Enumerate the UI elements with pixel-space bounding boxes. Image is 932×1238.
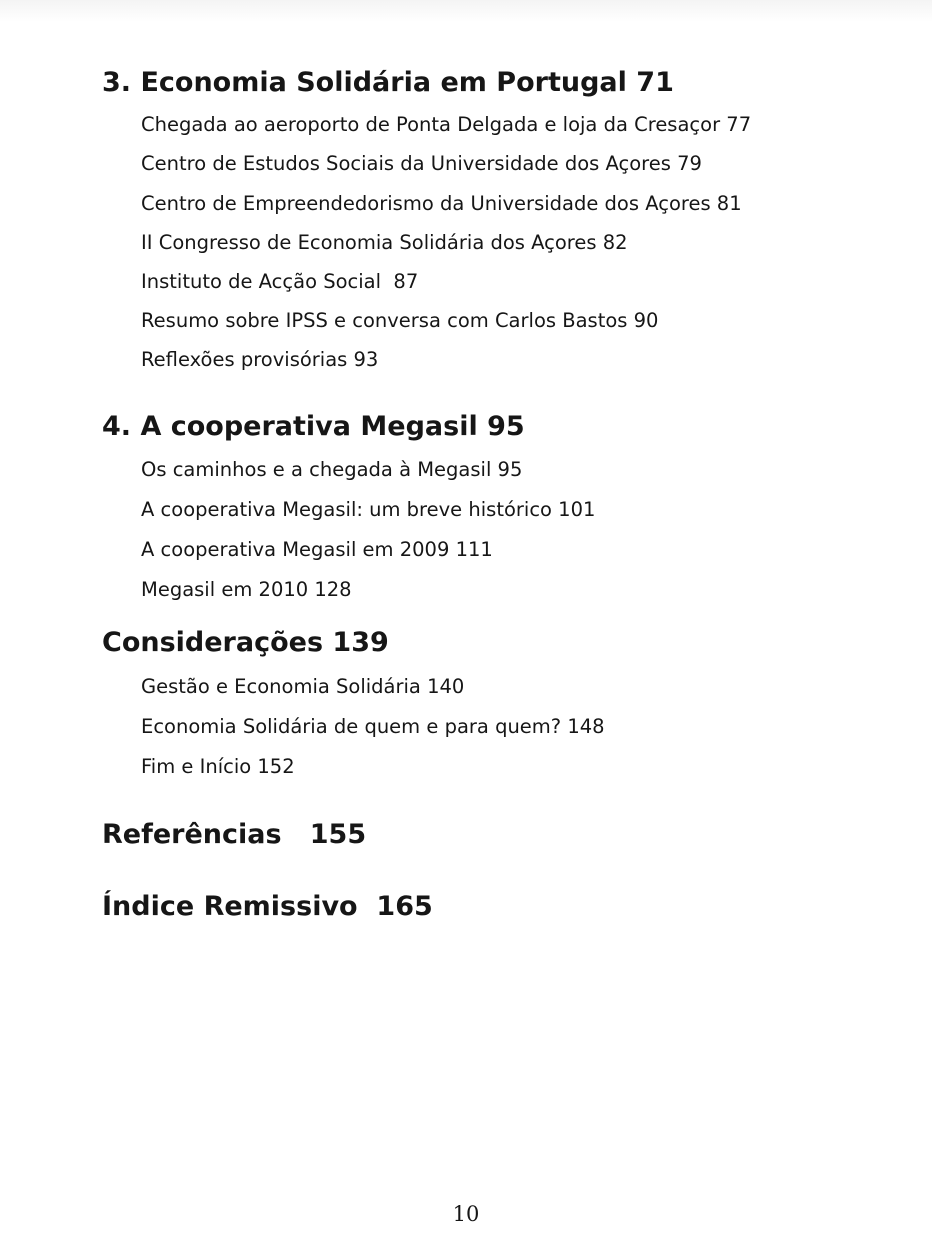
toc-heading-consideracoes: Considerações 139 bbox=[102, 627, 389, 658]
toc-entry: Economia Solidária de quem e para quem? 148 bbox=[141, 715, 605, 738]
toc-heading-economia-solidaria-portugal: 3. Economia Solidária em Portugal 71 bbox=[102, 67, 674, 98]
page-top-shade bbox=[0, 0, 932, 22]
toc-entry: Centro de Empreendedorismo da Universidade dos Açores 81 bbox=[141, 192, 742, 215]
toc-entry: Os caminhos e a chegada à Megasil 95 bbox=[141, 458, 523, 481]
toc-entry: Resumo sobre IPSS e conversa com Carlos Bastos 90 bbox=[141, 309, 659, 332]
toc-heading-referencias: Referências 155 bbox=[102, 819, 367, 850]
toc-heading-indice-remissivo: Índice Remissivo 165 bbox=[102, 891, 433, 922]
toc-entry: Megasil em 2010 128 bbox=[141, 578, 352, 601]
toc-entry: Chegada ao aeroporto de Ponta Delgada e loja da Cresaçor 77 bbox=[141, 113, 752, 136]
toc-entry: Instituto de Acção Social 87 bbox=[141, 270, 419, 293]
toc-entry: A cooperativa Megasil em 2009 111 bbox=[141, 538, 493, 561]
toc-entry: A cooperativa Megasil: um breve histórico 101 bbox=[141, 498, 596, 521]
toc-entry: Fim e Início 152 bbox=[141, 755, 295, 778]
toc-entry: Reflexões provisórias 93 bbox=[141, 348, 379, 371]
toc-entry: II Congresso de Economia Solidária dos Açores 82 bbox=[141, 231, 628, 254]
toc-entry: Gestão e Economia Solidária 140 bbox=[141, 675, 465, 698]
toc-heading-cooperativa-megasil: 4. A cooperativa Megasil 95 bbox=[102, 411, 525, 442]
page-number: 10 bbox=[452, 1202, 480, 1226]
toc-entry: Centro de Estudos Sociais da Universidade dos Açores 79 bbox=[141, 152, 702, 175]
